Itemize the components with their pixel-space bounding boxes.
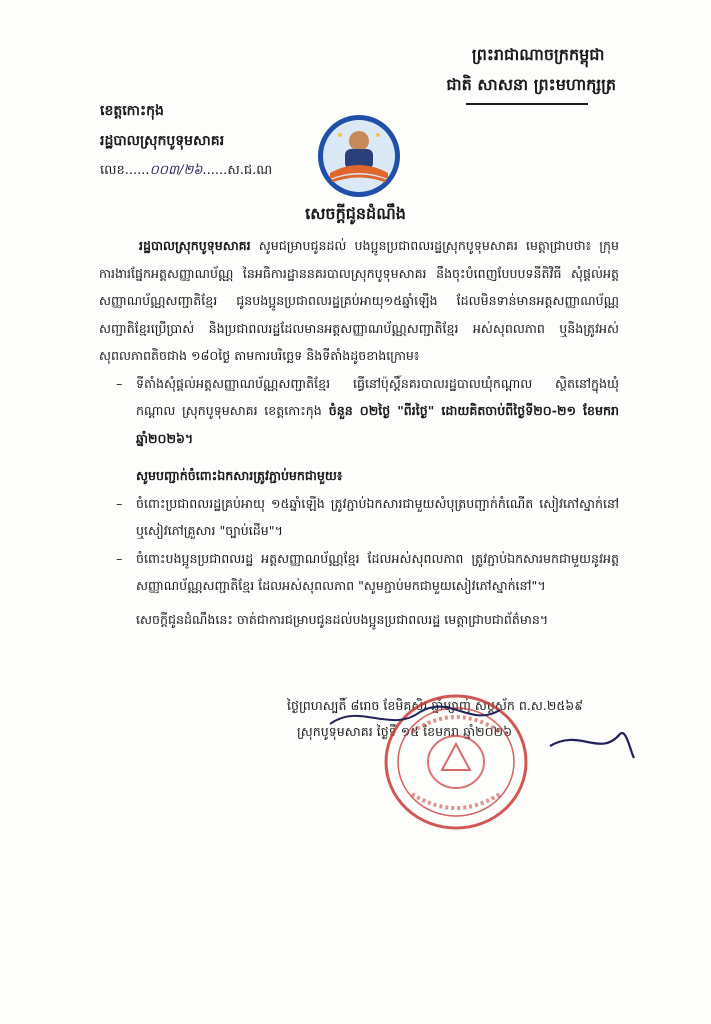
intro-issuer: រដ្ឋបាលស្រុកបូទុមសាគរ bbox=[139, 238, 251, 253]
kingdom-motto: ជាតិ សាសនា ព្រះមហាក្សត្រ bbox=[446, 75, 616, 94]
kingdom-title: ព្រះរាជាណាចក្រកម្ពុជា bbox=[471, 45, 605, 64]
location-item bbox=[99, 370, 619, 453]
location-schedule: ចំនួន ០២ថ្ងៃ "ពីរថ្ងៃ" ដោយគិតចាប់ពីថ្ងៃទី២០-២១ ខែមករា ឆ្នាំ២០២៦។ bbox=[136, 403, 619, 446]
intro-text: សូមជម្រាបជូនដល់ បងប្អូនប្រជាពលរដ្ឋស្រុកបូទុមសាគរ មេត្តាជ្រាបថា៖ ក្រុមការងារផ្នែកអត្តសញ្ញាណប័ណ្ណ នៃអធិការដ្ឋាននគរបាលស្រុកបូទុមសាគរ នឹងចុះបំពេញបែបបទនីតិវិធី សុំផ្ដល់អត្តសញ្ញាណប័ណ្ណសញ្ជាតិខ្មែរ ជូនបងប្អូនប្រជាពលរដ្ឋគ្រប់អាយុ១៥ឆ្នាំឡើង ដែលមិនទាន់មានអត្តសញ្ញាណប័ណ្ណសញ្ជាតិខ្មែរប្រើប្រាស់ និងប្រជាពលរដ្ឋដែលមានអត្តសញ្ញាណប័ណ្ណសញ្ជាតិខ្មែរ អស់សុពលភាព ឬនិងត្រូវអស់សុពលភាពតិចជាង ១៨០ថ្ងៃ តាមការបរិច្ឆេទ និងទីតាំងដូចខាងក្រោម៖ bbox=[99, 238, 619, 363]
closing-paragraph: សេចក្ដីជូនដំណឹងនេះ ចាត់ជាការជម្រាបជូនដល់បងប្អូនប្រជាពលរដ្ឋ មេត្តាជ្រាបជាព័ត៌មាន។ bbox=[136, 611, 549, 627]
location-text: ទីតាំងសុំផ្ដល់អត្តសញ្ញាណប័ណ្ណសញ្ជាតិខ្មែរ ធ្វើនៅប៉ុស្ដិ៍នគរបាលរដ្ឋបាលឃុំកណ្ដាល ស្ថិតនៅក្នុងឃុំកណ្ដាល ស្រុកបូទុមសាគរ ខេត្តកោះកុង bbox=[136, 375, 619, 418]
district-admin-name: រដ្ឋបាលស្រុកបូទុមសាគរ bbox=[100, 133, 225, 149]
notice-body bbox=[99, 232, 619, 633]
province-name: ខេត្តកោះកុង bbox=[100, 103, 164, 119]
letterhead bbox=[100, 96, 272, 186]
intro-paragraph bbox=[99, 232, 619, 370]
ref-suffix: ស.ជ.ណ bbox=[227, 163, 273, 178]
reference-number: លេខ......០០៣/២៦......ស.ជ.ណ bbox=[100, 163, 273, 178]
lunar-date: ថ្ងៃព្រហស្បតិ៍ ៨រោច ខែមិគសិរ ឆ្នាំម្សាញ់ សប្តស័ក ព.ស.២៥៦៩ bbox=[287, 698, 584, 713]
ref-number: ០០៣/២៦ bbox=[149, 163, 203, 178]
documents-heading: សូមបញ្ជាក់ចំពោះឯកសារត្រូវភ្ជាប់មកជាមួយ៖ bbox=[136, 468, 343, 483]
ref-prefix: លេខ bbox=[100, 163, 125, 178]
document-item-1-text: ចំពោះប្រជាពលរដ្ឋគ្រប់អាយុ ១៥ឆ្នាំឡើង ត្រូវភ្ជាប់ឯកសារជាមួយសំបុត្របញ្ជាក់កំណើត សៀវភៅស្នាក់នៅ ឬសៀវភៅគ្រួសារ "ច្បាប់ដើម"។ bbox=[136, 495, 619, 538]
kingdom-header bbox=[446, 40, 616, 100]
signature-icon bbox=[300, 688, 640, 768]
motto-divider bbox=[466, 103, 588, 105]
dash-bullet-icon: – bbox=[116, 375, 123, 391]
district-emblem-icon bbox=[316, 113, 402, 199]
notice-title: សេចក្តីជូនដំណឹង bbox=[305, 204, 406, 223]
solar-date: ស្រុកបូទុមសាគរ ថ្ងៃទី ១៥ ខែមករា ឆ្នាំ២០២៦ bbox=[297, 724, 513, 739]
dash-bullet-icon: – bbox=[116, 550, 123, 566]
dash-bullet-icon: – bbox=[116, 495, 123, 511]
document-item-2-text: ចំពោះបងប្អូនប្រជាពលរដ្ឋ អត្តសញ្ញាណប័ណ្ណខ្មែរ ដែលអស់សុពលភាព ត្រូវភ្ជាប់ឯកសារមកជាមួយនូវអត្តសញ្ញាណប័ណ្ណសញ្ជាតិខ្មែរ ដែលអស់សុពលភាព "សូមភ្ជាប់មកជាមួយសៀវភៅស្នាក់នៅ"។ bbox=[136, 550, 619, 593]
document-item-1 bbox=[99, 490, 619, 545]
document-item-2 bbox=[99, 545, 619, 600]
